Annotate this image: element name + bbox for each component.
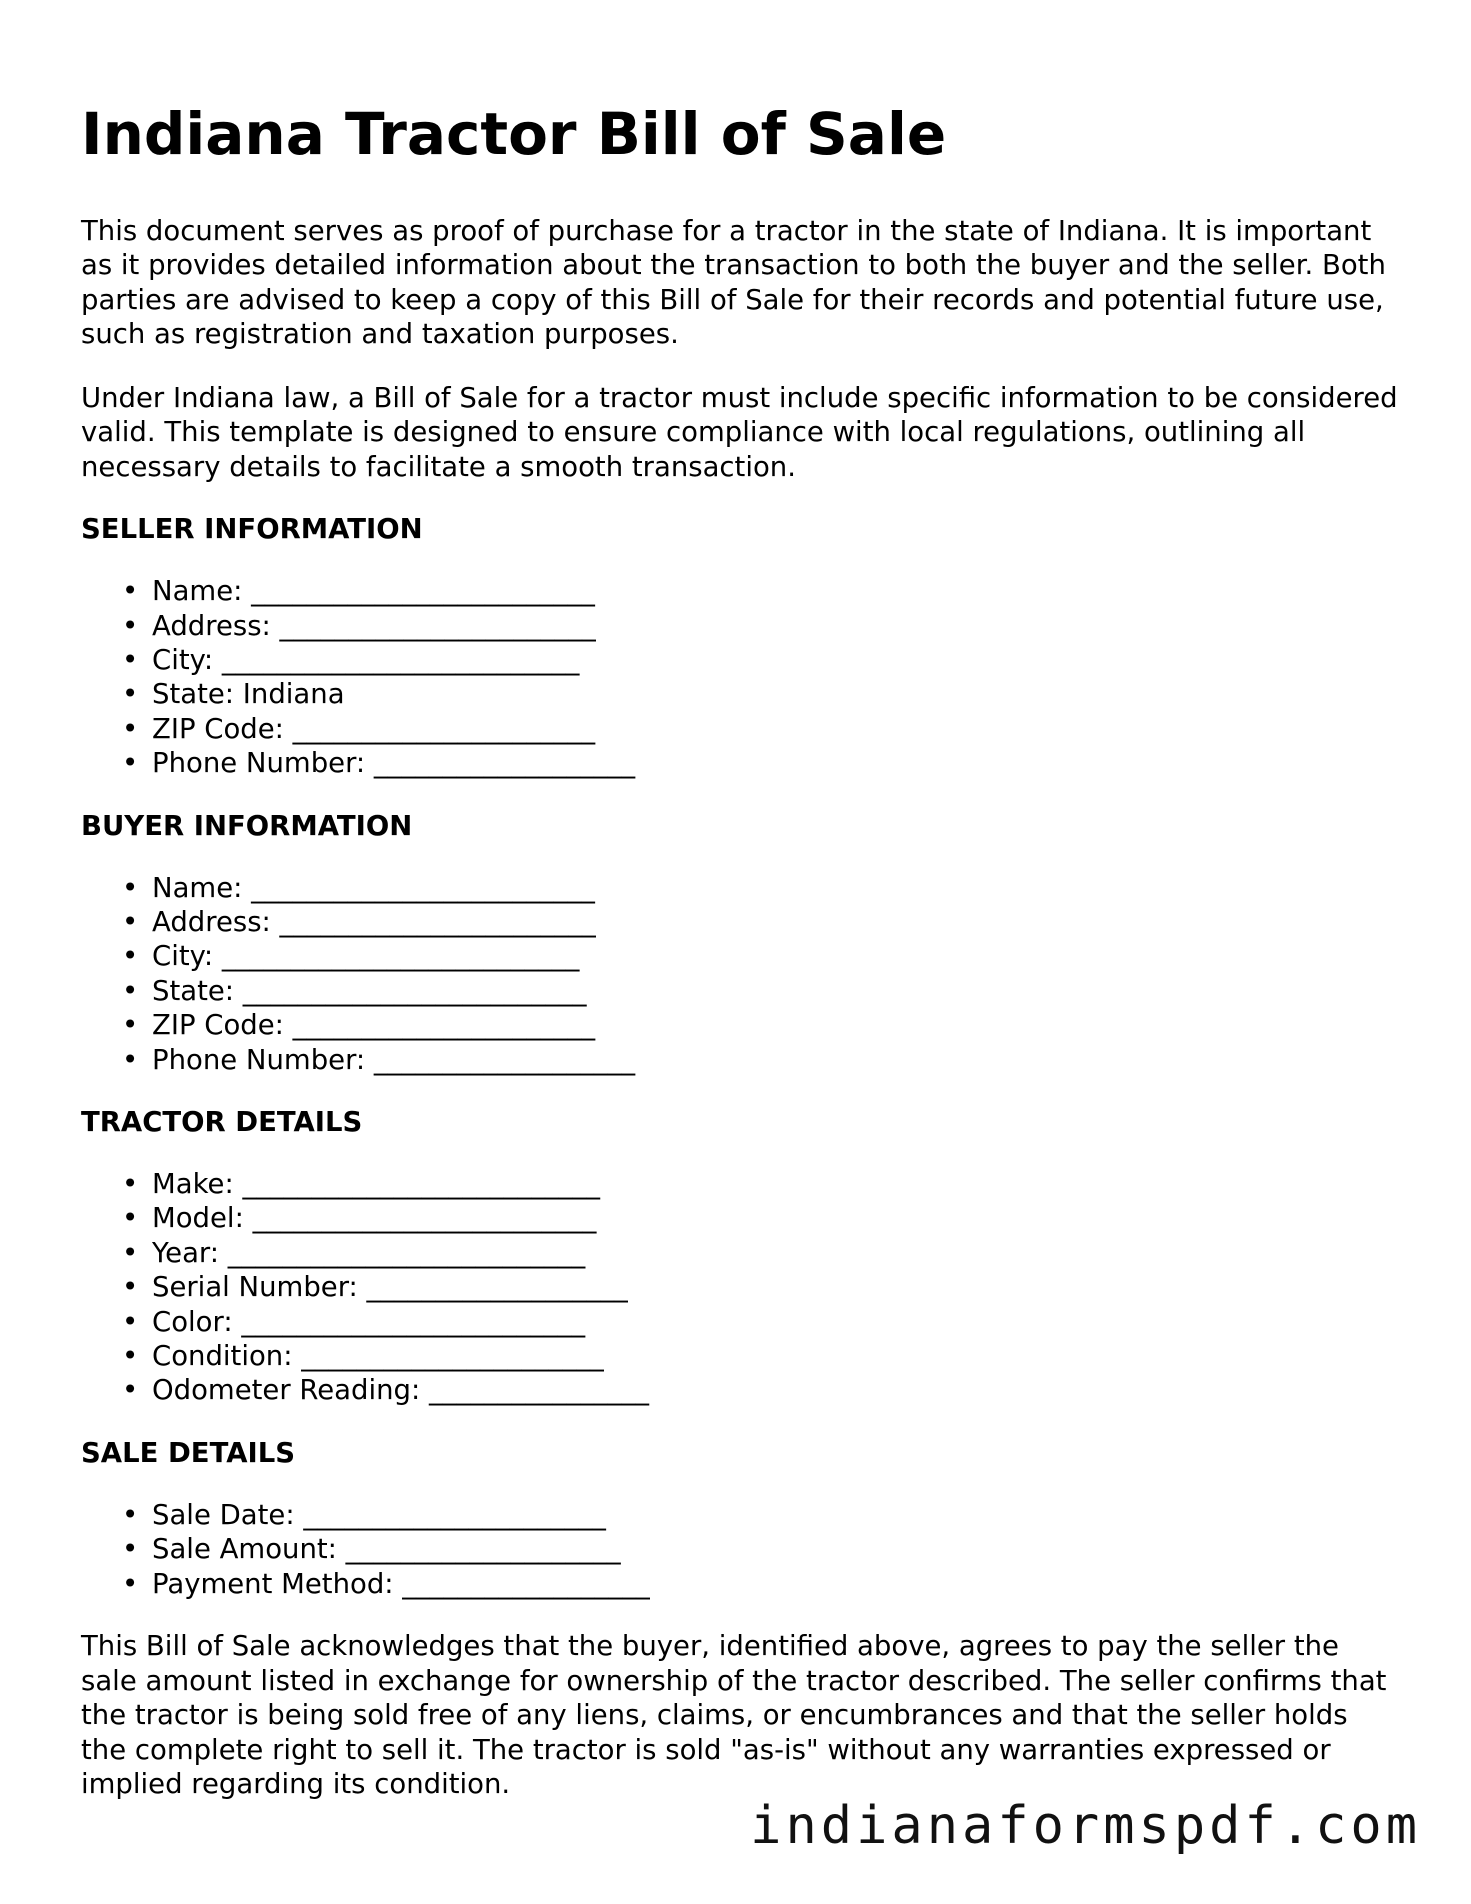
- tractor-field-list: [81, 1167, 1401, 1408]
- tractor-year-field[interactable]: [122, 1236, 1401, 1270]
- field-text: Year: __________________________: [152, 1236, 586, 1269]
- intro-paragraph-2: Under Indiana law, a Bill of Sale for a tractor must include specific information to be considered valid. This template is designed to ensure compliance with local regulations, outlining all necessary details to facilitate a smooth transaction.: [81, 381, 1398, 483]
- field-text: Serial Number: ___________________: [152, 1271, 628, 1304]
- field-text: Sale Amount: ____________________: [152, 1533, 621, 1566]
- document-page: [81, 0, 1401, 1802]
- bullet-icon: •: [122, 643, 139, 676]
- bullet-icon: •: [122, 1340, 139, 1372]
- field-text: Name: _________________________: [152, 575, 595, 608]
- seller-zip-field[interactable]: [122, 712, 1401, 746]
- tractor-serial-field[interactable]: [122, 1270, 1401, 1304]
- seller-state-field: [122, 677, 1401, 711]
- seller-phone-field[interactable]: [122, 746, 1401, 780]
- field-text: Address: _______________________: [152, 905, 596, 938]
- bullet-icon: •: [122, 1567, 139, 1600]
- bullet-icon: •: [122, 609, 139, 642]
- field-text: City: __________________________: [152, 940, 580, 973]
- bullet-icon: •: [122, 1374, 139, 1407]
- tractor-condition-field[interactable]: [122, 1339, 1401, 1373]
- sale-field-list: [81, 1498, 1401, 1601]
- closing-paragraph: This Bill of Sale acknowledges that the buyer, identified above, agrees to pay the seller the sale amount listed in exchange for ownership of the tractor described. The seller confirms that the tractor is being sold free of any liens, claims, or encumbrances and that the seller holds the complete right to sell it. The tractor is sold "as-is" without any warranties expressed or implied regarding its condition.: [81, 1630, 1387, 1801]
- buyer-phone-field[interactable]: [122, 1043, 1401, 1077]
- seller-name-field[interactable]: [122, 574, 1401, 608]
- bullet-icon: •: [122, 1236, 139, 1269]
- field-text: Name: _________________________: [152, 871, 595, 904]
- buyer-state-field[interactable]: [122, 974, 1401, 1008]
- buyer-address-field[interactable]: [122, 905, 1401, 939]
- bullet-icon: •: [122, 747, 139, 780]
- watermark-text: indianaformspdf.com: [750, 1796, 1421, 1856]
- tractor-model-field[interactable]: [122, 1201, 1401, 1235]
- field-text: Address: _______________________: [152, 609, 596, 642]
- payment-method-field[interactable]: [122, 1567, 1401, 1601]
- field-text: Phone Number: ___________________: [152, 1043, 636, 1076]
- bullet-icon: •: [122, 1009, 139, 1042]
- buyer-name-field[interactable]: [122, 871, 1401, 905]
- seller-city-field[interactable]: [122, 643, 1401, 677]
- sale-amount-field[interactable]: [122, 1532, 1401, 1566]
- bullet-icon: •: [122, 1271, 139, 1304]
- bullet-icon: •: [122, 1533, 139, 1566]
- bullet-icon: •: [122, 712, 139, 745]
- seller-field-list: [81, 574, 1401, 780]
- section-heading-sale: SALE DETAILS: [81, 1436, 296, 1469]
- field-text: ZIP Code: ______________________: [152, 712, 596, 745]
- field-text: Condition: ______________________: [152, 1340, 604, 1372]
- tractor-make-field[interactable]: [122, 1167, 1401, 1201]
- tractor-color-field[interactable]: [122, 1305, 1401, 1339]
- buyer-zip-field[interactable]: [122, 1008, 1401, 1042]
- field-text: State: _________________________: [152, 974, 587, 1007]
- bullet-icon: •: [122, 1498, 139, 1531]
- bullet-icon: •: [122, 1167, 139, 1200]
- field-text: ZIP Code: ______________________: [152, 1009, 596, 1042]
- bullet-icon: •: [122, 905, 139, 938]
- bullet-icon: •: [122, 974, 139, 1007]
- bullet-icon: •: [122, 871, 139, 904]
- sale-date-field[interactable]: [122, 1498, 1401, 1532]
- field-text: Phone Number: ___________________: [152, 747, 636, 780]
- section-heading-buyer: BUYER INFORMATION: [81, 809, 413, 842]
- field-text: Sale Date: ______________________: [152, 1498, 606, 1531]
- field-text: Color: _________________________: [152, 1305, 586, 1338]
- intro-paragraph-1: This document serves as proof of purchase for a tractor in the state of Indiana. It is important as it provides detailed information about the transaction to both the buyer and the seller. Both parties are advised to keep a copy of this Bill of Sale for their records and potential future use, such as registration and taxation purposes.: [81, 214, 1386, 351]
- field-text: Model: _________________________: [152, 1202, 597, 1235]
- seller-address-field[interactable]: [122, 609, 1401, 643]
- field-text: State: Indiana: [152, 678, 345, 711]
- page-title: Indiana Tractor Bill of Sale: [81, 100, 947, 168]
- tractor-odometer-field[interactable]: [122, 1373, 1401, 1407]
- field-text: Make: __________________________: [152, 1167, 600, 1200]
- field-text: Odometer Reading: ________________: [152, 1374, 650, 1407]
- field-text: Payment Method: __________________: [152, 1567, 650, 1600]
- buyer-city-field[interactable]: [122, 939, 1401, 973]
- bullet-icon: •: [122, 678, 139, 711]
- bullet-icon: •: [122, 940, 139, 973]
- bullet-icon: •: [122, 1202, 139, 1235]
- section-heading-seller: SELLER INFORMATION: [81, 513, 423, 546]
- field-text: City: __________________________: [152, 643, 580, 676]
- bullet-icon: •: [122, 575, 139, 608]
- section-heading-tractor: TRACTOR DETAILS: [81, 1105, 363, 1138]
- buyer-field-list: [81, 871, 1401, 1077]
- bullet-icon: •: [122, 1305, 139, 1338]
- bullet-icon: •: [122, 1043, 139, 1076]
